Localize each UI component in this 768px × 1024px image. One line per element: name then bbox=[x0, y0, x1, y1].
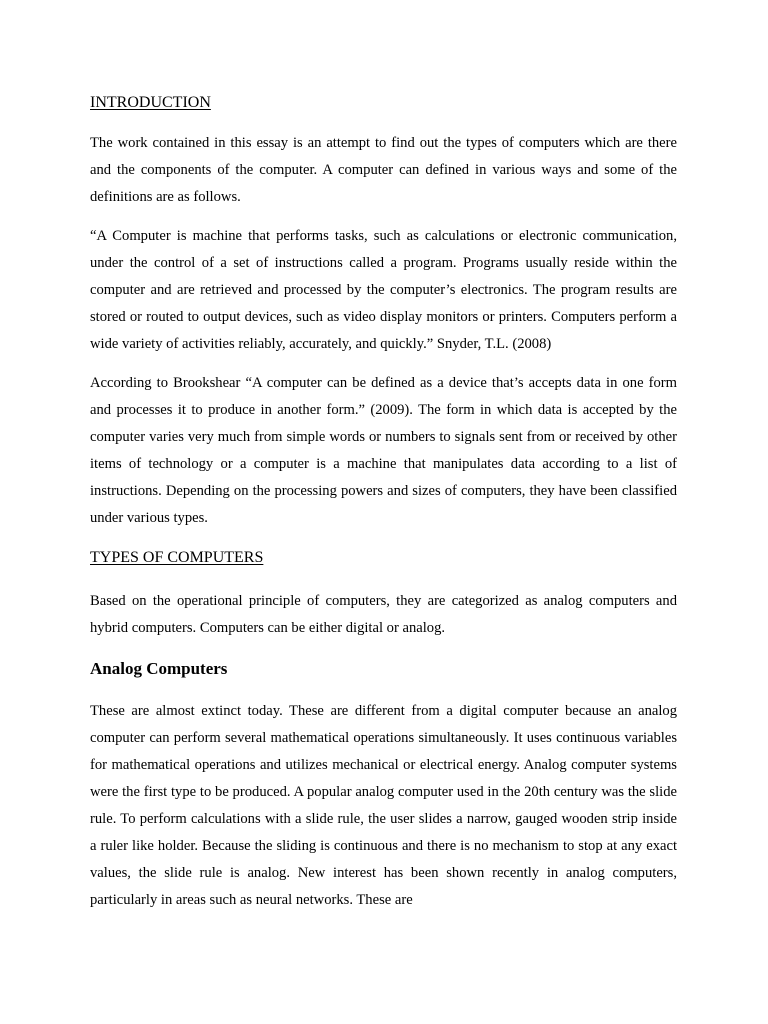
intro-paragraph-1: The work contained in this essay is an attempt to find out the types of computers which are there and the components of the computer. A computer can defined in various ways and some of the definitions are as follows. bbox=[90, 135, 677, 205]
analog-paragraph: These are almost extinct today. These are different from a digital computer because an analog computer can perform several mathematical operations simultaneously. It uses continuous variables for mathematical operations and utilizes mechanical or electrical energy. Analog computer systems were the first type to be produced. A popular analog computer used in the 20th century was the slide rule. To perform calculations with a slide rule, the user slides a narrow, gauged wooden strip inside a ruler like holder. Because the sliding is continuous and there is no mechanism to stop at any exact values, the slide rule is analog. New interest has been shown recently in analog computers, particularly in areas such as neural networks. These are bbox=[90, 703, 677, 908]
document-page bbox=[90, 91, 677, 914]
analog-computers-heading: Analog Computers bbox=[90, 659, 228, 678]
intro-paragraph-2: “A Computer is machine that performs tasks, such as calculations or electronic communication, under the control of a set of instructions called a program. Programs usually reside within the computer and are retrieved and processed by the computer’s electronics. The program results are stored or routed to output devices, such as video display monitors or printers. Computers perform a wide variety of activities reliably, accurately, and quickly.” Snyder, T.L. (2008) bbox=[90, 228, 677, 352]
types-of-computers-heading: TYPES OF COMPUTERS bbox=[90, 549, 264, 566]
intro-paragraph-3: According to Brookshear “A computer can be defined as a device that’s accepts data in one form and processes it to produce in another form.” (2009). The form in which data is accepted by the computer varies very much from simple words or numbers to signals sent from or received by other items of technology or a computer is a machine that manipulates data according to a list of instructions. Depending on the processing powers and sizes of computers, they have been classified under various types. bbox=[90, 375, 677, 526]
introduction-heading: INTRODUCTION bbox=[90, 94, 211, 111]
types-paragraph: Based on the operational principle of computers, they are categorized as analog computers and hybrid computers. Computers can be either digital or analog. bbox=[90, 593, 677, 636]
